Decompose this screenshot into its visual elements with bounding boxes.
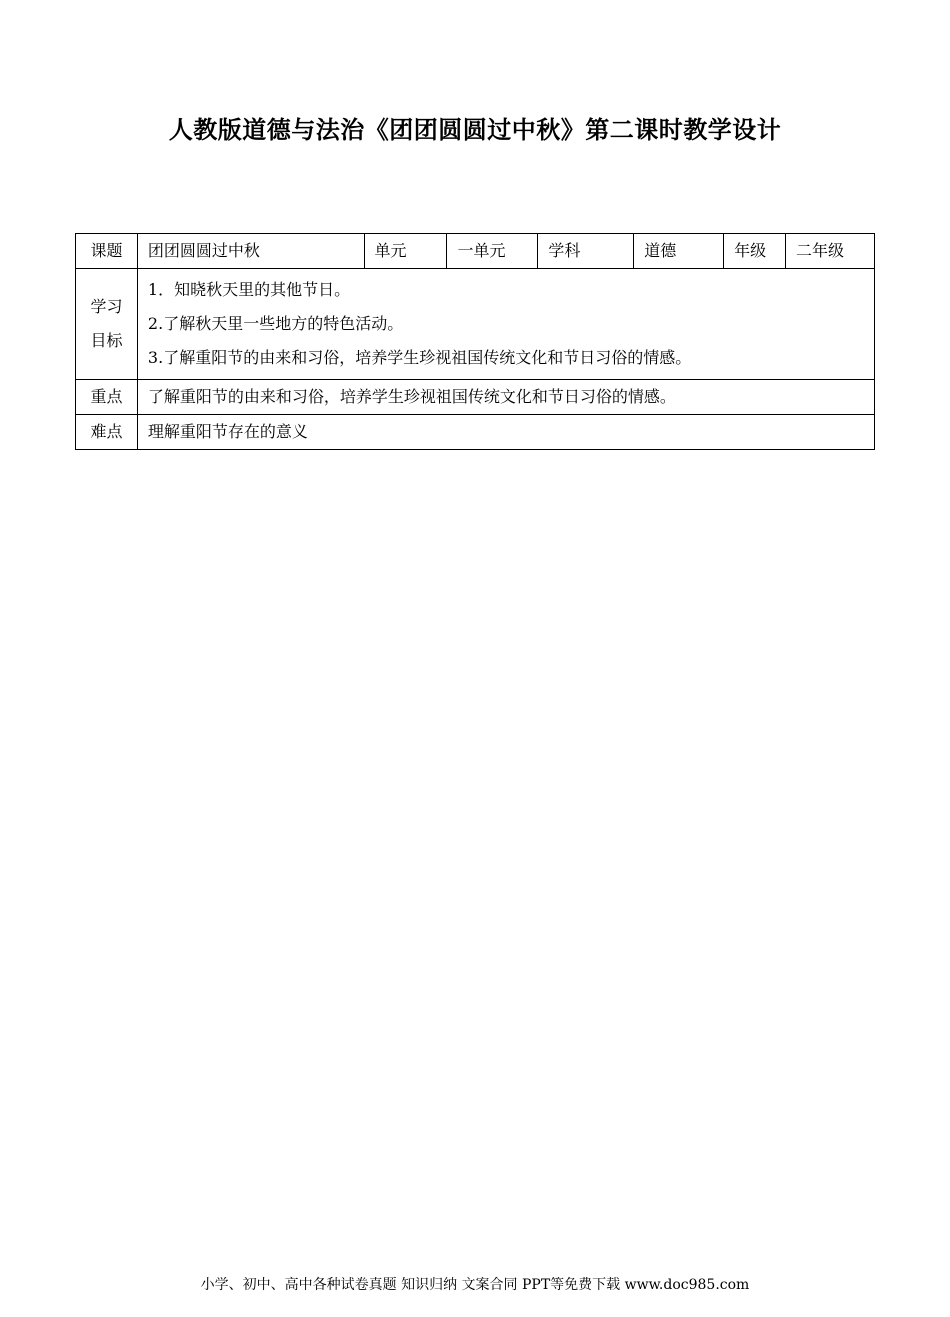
topic-label: 课题 bbox=[76, 234, 138, 269]
subject-label: 学科 bbox=[538, 234, 634, 269]
key-point-label: 重点 bbox=[76, 380, 138, 415]
header-row bbox=[76, 234, 875, 269]
difficulty-row bbox=[76, 415, 875, 450]
unit-label: 单元 bbox=[364, 234, 447, 269]
key-point-row bbox=[76, 380, 875, 415]
goals-content bbox=[137, 269, 874, 380]
difficulty-label: 难点 bbox=[76, 415, 138, 450]
lesson-plan-table bbox=[75, 233, 875, 450]
goal-item-2: 2.了解秋天里一些地方的特色活动。 bbox=[147, 314, 404, 333]
subject-value: 道德 bbox=[634, 234, 724, 269]
goal-item-3: 3.了解重阳节的由来和习俗，培养学生珍视祖国传统文化和节日习俗的情感。 bbox=[147, 348, 692, 367]
difficulty-value: 理解重阳节存在的意义 bbox=[137, 415, 874, 450]
topic-value: 团团圆圆过中秋 bbox=[137, 234, 364, 269]
goals-label-line2: 目标 bbox=[90, 331, 123, 350]
goals-label-line1: 学习 bbox=[90, 297, 123, 316]
goal-item-1: 1．知晓秋天里的其他节日。 bbox=[147, 280, 351, 299]
grade-value: 二年级 bbox=[786, 234, 875, 269]
footer-text: 小学、初中、高中各种试卷真题 知识归纳 文案合同 PPT等免费下载 www.doc985.com bbox=[200, 1277, 750, 1293]
goals-label bbox=[76, 269, 138, 380]
unit-value: 一单元 bbox=[447, 234, 538, 269]
key-point-value: 了解重阳节的由来和习俗，培养学生珍视祖国传统文化和节日习俗的情感。 bbox=[137, 380, 874, 415]
document-title: 人教版道德与法治《团团圆圆过中秋》第二课时教学设计 bbox=[168, 115, 782, 144]
goals-row bbox=[76, 269, 875, 380]
grade-label: 年级 bbox=[724, 234, 786, 269]
